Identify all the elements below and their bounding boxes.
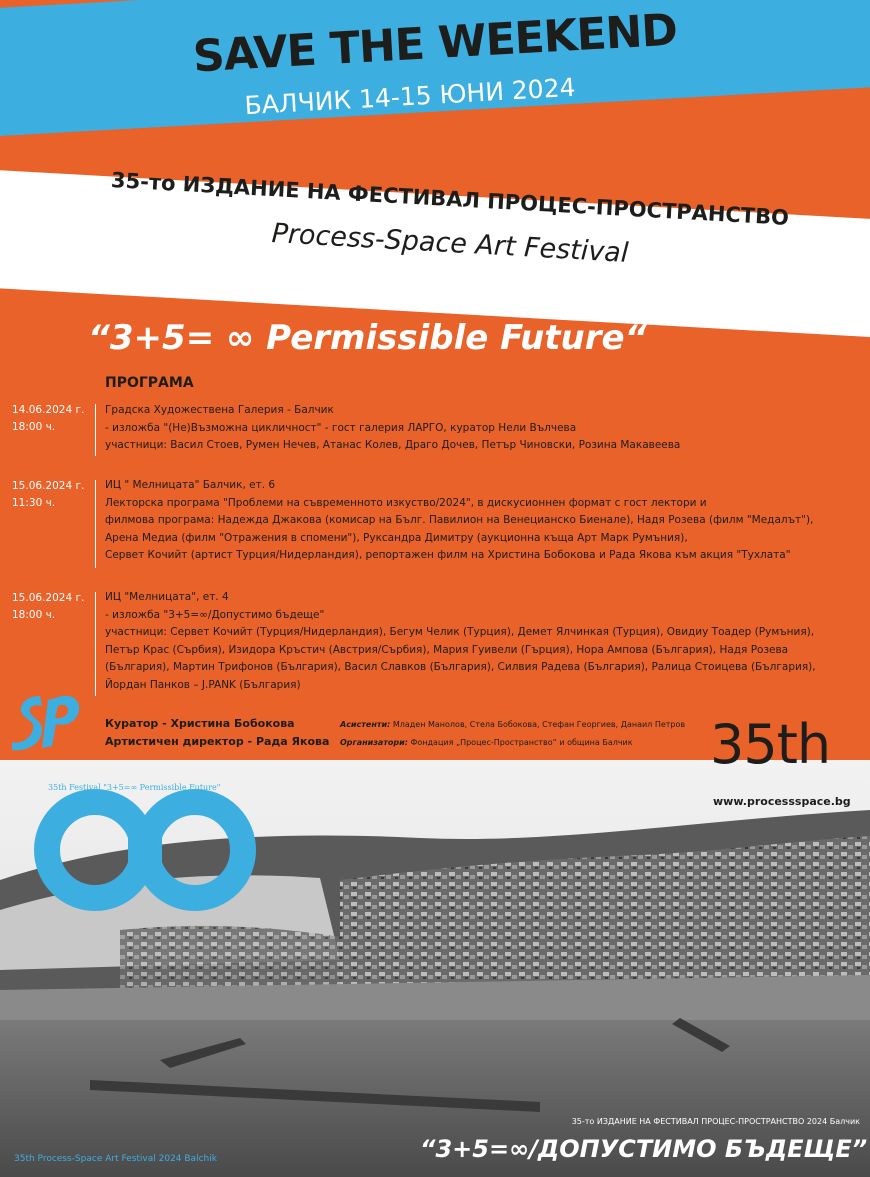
- event-line: филмова програма: Надежда Джакова (комисар на Бълг. Павилион на Венецианско Биенале), Надя Розева (филм "Медалът"),: [105, 514, 814, 526]
- website-url: www.processspace.bg: [713, 795, 851, 808]
- divider: [95, 404, 96, 456]
- event-line: ИЦ " Мелницата" Балчик, ет. 6: [105, 479, 276, 491]
- event-block: [105, 477, 865, 565]
- curator-credit: Куратор - Христина Бобокова: [105, 717, 295, 730]
- event-date: [12, 590, 94, 624]
- event-line: Петър Крас (Сърбия), Изидора Кръстич (Австрия/Сърбия), Мария Гуивели (Гърция), Нора Ампова (България), Надя Розева: [105, 643, 789, 656]
- event-time: 18:00 ч.: [12, 609, 56, 621]
- organizers-names: Фондация „Процес-Пространство“ и община Балчик: [410, 738, 633, 747]
- event-block: [105, 589, 865, 694]
- infinity-logo-icon: [20, 770, 270, 920]
- assistants-label: Асистенти:: [340, 720, 391, 729]
- event-block: [105, 402, 865, 455]
- event-line: Лекторска програма "Проблеми на съвременното изкуство/2024", в дискусионнен формат с гост лектори и: [105, 496, 707, 509]
- date-subtitle: БАЛЧИК 14-15 ЮНИ 2024: [243, 72, 577, 121]
- event-line: - изложба "(Не)Възможна цикличност" - гост галерия ЛАРГО, куратор Нели Вълчева: [105, 421, 577, 434]
- festival-headline: “3+5= ∞ Permissible Future“: [88, 318, 647, 358]
- footer-festival-name: 35th Process-Space Art Festival 2024 Balchik: [14, 1154, 217, 1164]
- event-line: Йордан Панков – J.PANK (България): [105, 678, 301, 691]
- divider: [95, 592, 96, 696]
- event-date: [12, 478, 94, 512]
- footer-edition: 35-то ИЗДАНИЕ НА ФЕСТИВАЛ ПРОЦЕС-ПРОСТРАНСТВО 2024 Балчик: [571, 1117, 860, 1126]
- event-line: Градска Художествена Галерия - Балчик: [105, 404, 334, 416]
- credits-main: [105, 715, 329, 751]
- event-line: участници: Сервет Кочийт (Турция/Нидерландия), Бегум Челик (Турция), Демет Ялчинкая (Турция), Овидиу Тоадер (Румъния),: [105, 626, 815, 638]
- event-line: (България), Мартин Трифонов (България), Васил Славков (България), Силвия Радева (България), Ралица Стоицева (България),: [105, 661, 816, 673]
- event-line: Сервет Кочийт (артист Турция/Нидерландия), репортажен филм на Христина Бобокова и Рада Якова към акция "Тухлата": [105, 549, 791, 561]
- logo-35th: 35th: [710, 713, 831, 776]
- event-day: 15.06.2024 г.: [12, 592, 85, 604]
- event-line: участници: Васил Стоев, Румен Нечев, Атанас Колев, Драго Дочев, Петър Чиновски, Розина Макавеева: [105, 439, 681, 451]
- edition-title: 35-то ИЗДАНИЕ НА ФЕСТИВАЛ ПРОЦЕС-ПРОСТРАНСТВО: [110, 168, 790, 230]
- process-space-logo-icon: [10, 690, 82, 752]
- assistants-names: Младен Манолов, Стела Бобокова, Стефан Георгиев, Данаил Петров: [392, 720, 686, 729]
- organizers-label: Организатори:: [340, 738, 408, 747]
- footer-slogan: “3+5=∞/ДОПУСТИМО БЪДЕЩЕ”: [420, 1135, 868, 1163]
- event-time: 18:00 ч.: [12, 421, 56, 433]
- event-line: Арена Медиа (филм "Отражения в спомени"), Руксандра Димитру (аукционна къща Арт Марк Румъния),: [105, 531, 688, 544]
- organizers-row: [340, 734, 685, 752]
- event-time: 11:30 ч.: [12, 497, 56, 509]
- event-line: - изложба "3+5=∞/Допустимо бъдеще": [105, 608, 325, 621]
- event-line: ИЦ "Мелницата", ет. 4: [105, 591, 229, 603]
- event-day: 14.06.2024 г.: [12, 404, 85, 416]
- event-day: 15.06.2024 г.: [12, 480, 85, 492]
- infinity-ring-text: 35th Festival "3+5=∞ Permissible Future": [48, 783, 221, 792]
- director-credit: Артистичен директор - Рада Якова: [105, 735, 330, 748]
- event-date: [12, 402, 94, 436]
- program-label: ПРОГРАМА: [105, 375, 194, 391]
- divider: [95, 480, 96, 568]
- credits-secondary: [340, 716, 685, 752]
- save-the-weekend-title: SAVE THE WEEKEND: [191, 4, 679, 83]
- edition-subtitle: Process-Space Art Festival: [270, 218, 630, 269]
- assistants-row: [340, 716, 685, 734]
